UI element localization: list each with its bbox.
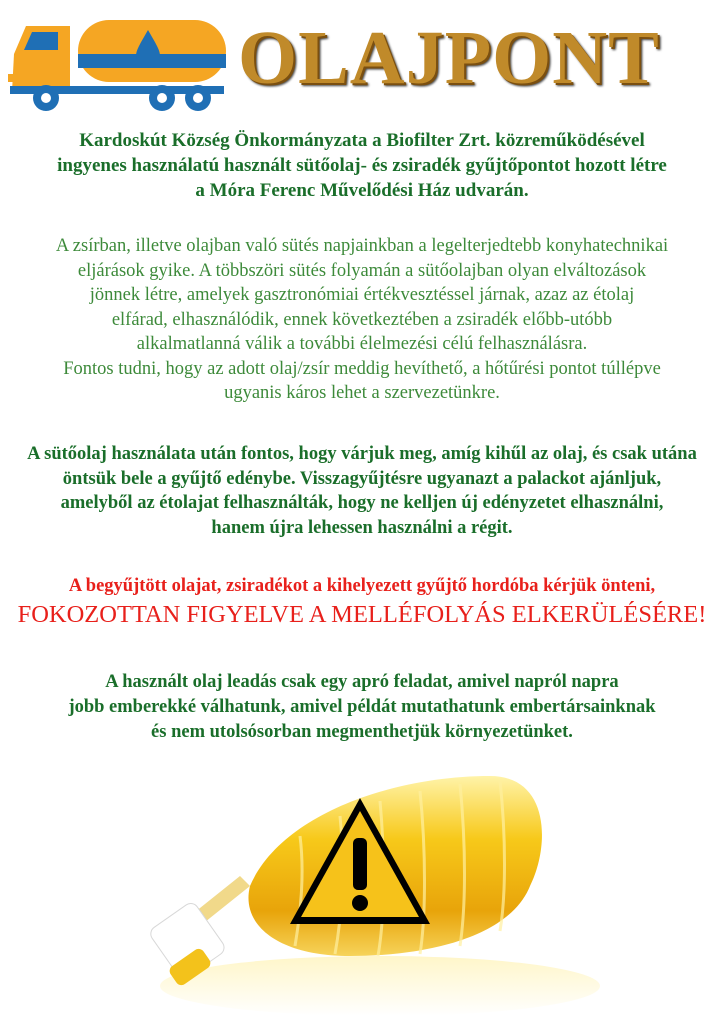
intro-line: Kardoskút Község Önkormányzata a Biofilter Zrt. közreműködésével	[79, 130, 645, 151]
info-paragraph	[0, 234, 724, 406]
oil-tanker-truck-icon	[8, 14, 230, 114]
info-line: Fontos tudni, hogy az adott olaj/zsír meddig hevíthető, a hőtűrési pontot túllépve	[63, 358, 661, 379]
oil-bottle-illustration	[130, 756, 600, 1024]
instructions-paragraph	[0, 442, 724, 540]
closing-paragraph	[0, 670, 724, 745]
info-line: A zsírban, illetve olajban való sütés napjainkban a legelterjedtebb konyhatechnikai	[55, 236, 669, 256]
info-line: elfárad, elhasználódik, ennek következtében a zsiradék előbb-utóbb	[111, 309, 613, 330]
instructions-line: öntsük bele a gyűjtő edénybe. Visszagyűjtésre ugyanazt a palackot ajánljuk,	[62, 468, 662, 489]
instructions-line: amelyből az étolajat felhasználták, hogy ne kelljen új edényzetet elhasználni,	[60, 493, 664, 513]
info-line: eljárások gyike. A többszöri sütés folyamán a sütőolajban olyan elváltozások	[77, 260, 647, 281]
intro-paragraph	[0, 128, 724, 203]
closing-line: jobb emberekké válhatunk, amivel példát mutathatunk embertársainknak	[68, 697, 656, 717]
closing-line: A használt olaj leadás csak egy apró feladat, amivel napról napra	[105, 672, 619, 692]
intro-line: ingyenes használatú használt sütőolaj- és zsiradék gyűjtőpontot hozott létre	[57, 155, 667, 176]
header	[0, 0, 724, 120]
warning-emphasis: FOKOZOTTAN FIGYELVE A MELLÉFOLYÁS ELKERÜLÉSÉRE!	[17, 601, 707, 628]
warning-line: A begyűjtött olajat, zsiradékot a kihelyezett gyűjtő hordóba kérjük önteni,	[68, 576, 656, 596]
instructions-line: hanem újra lehessen használni a régit.	[211, 517, 513, 538]
intro-line: a Móra Ferenc Művelődési Ház udvarán.	[195, 180, 529, 201]
instructions-line: A sütőolaj használata után fontos, hogy várjuk meg, amíg kihűl az olaj, és csak utána	[27, 444, 697, 464]
info-line: ugyanis káros lehet a szervezetünkre.	[224, 383, 500, 403]
closing-line: és nem utolsósorban megmenthetjük környezetünket.	[151, 722, 573, 742]
info-line: jönnek létre, amelyek gasztronómiai értékvesztéssel járnak, azaz az étolaj	[89, 285, 635, 305]
info-line: alkalmatlanná válik a további élelmezési célú felhasználásra.	[136, 334, 588, 354]
logo-title: OLAJPONT	[238, 16, 660, 100]
